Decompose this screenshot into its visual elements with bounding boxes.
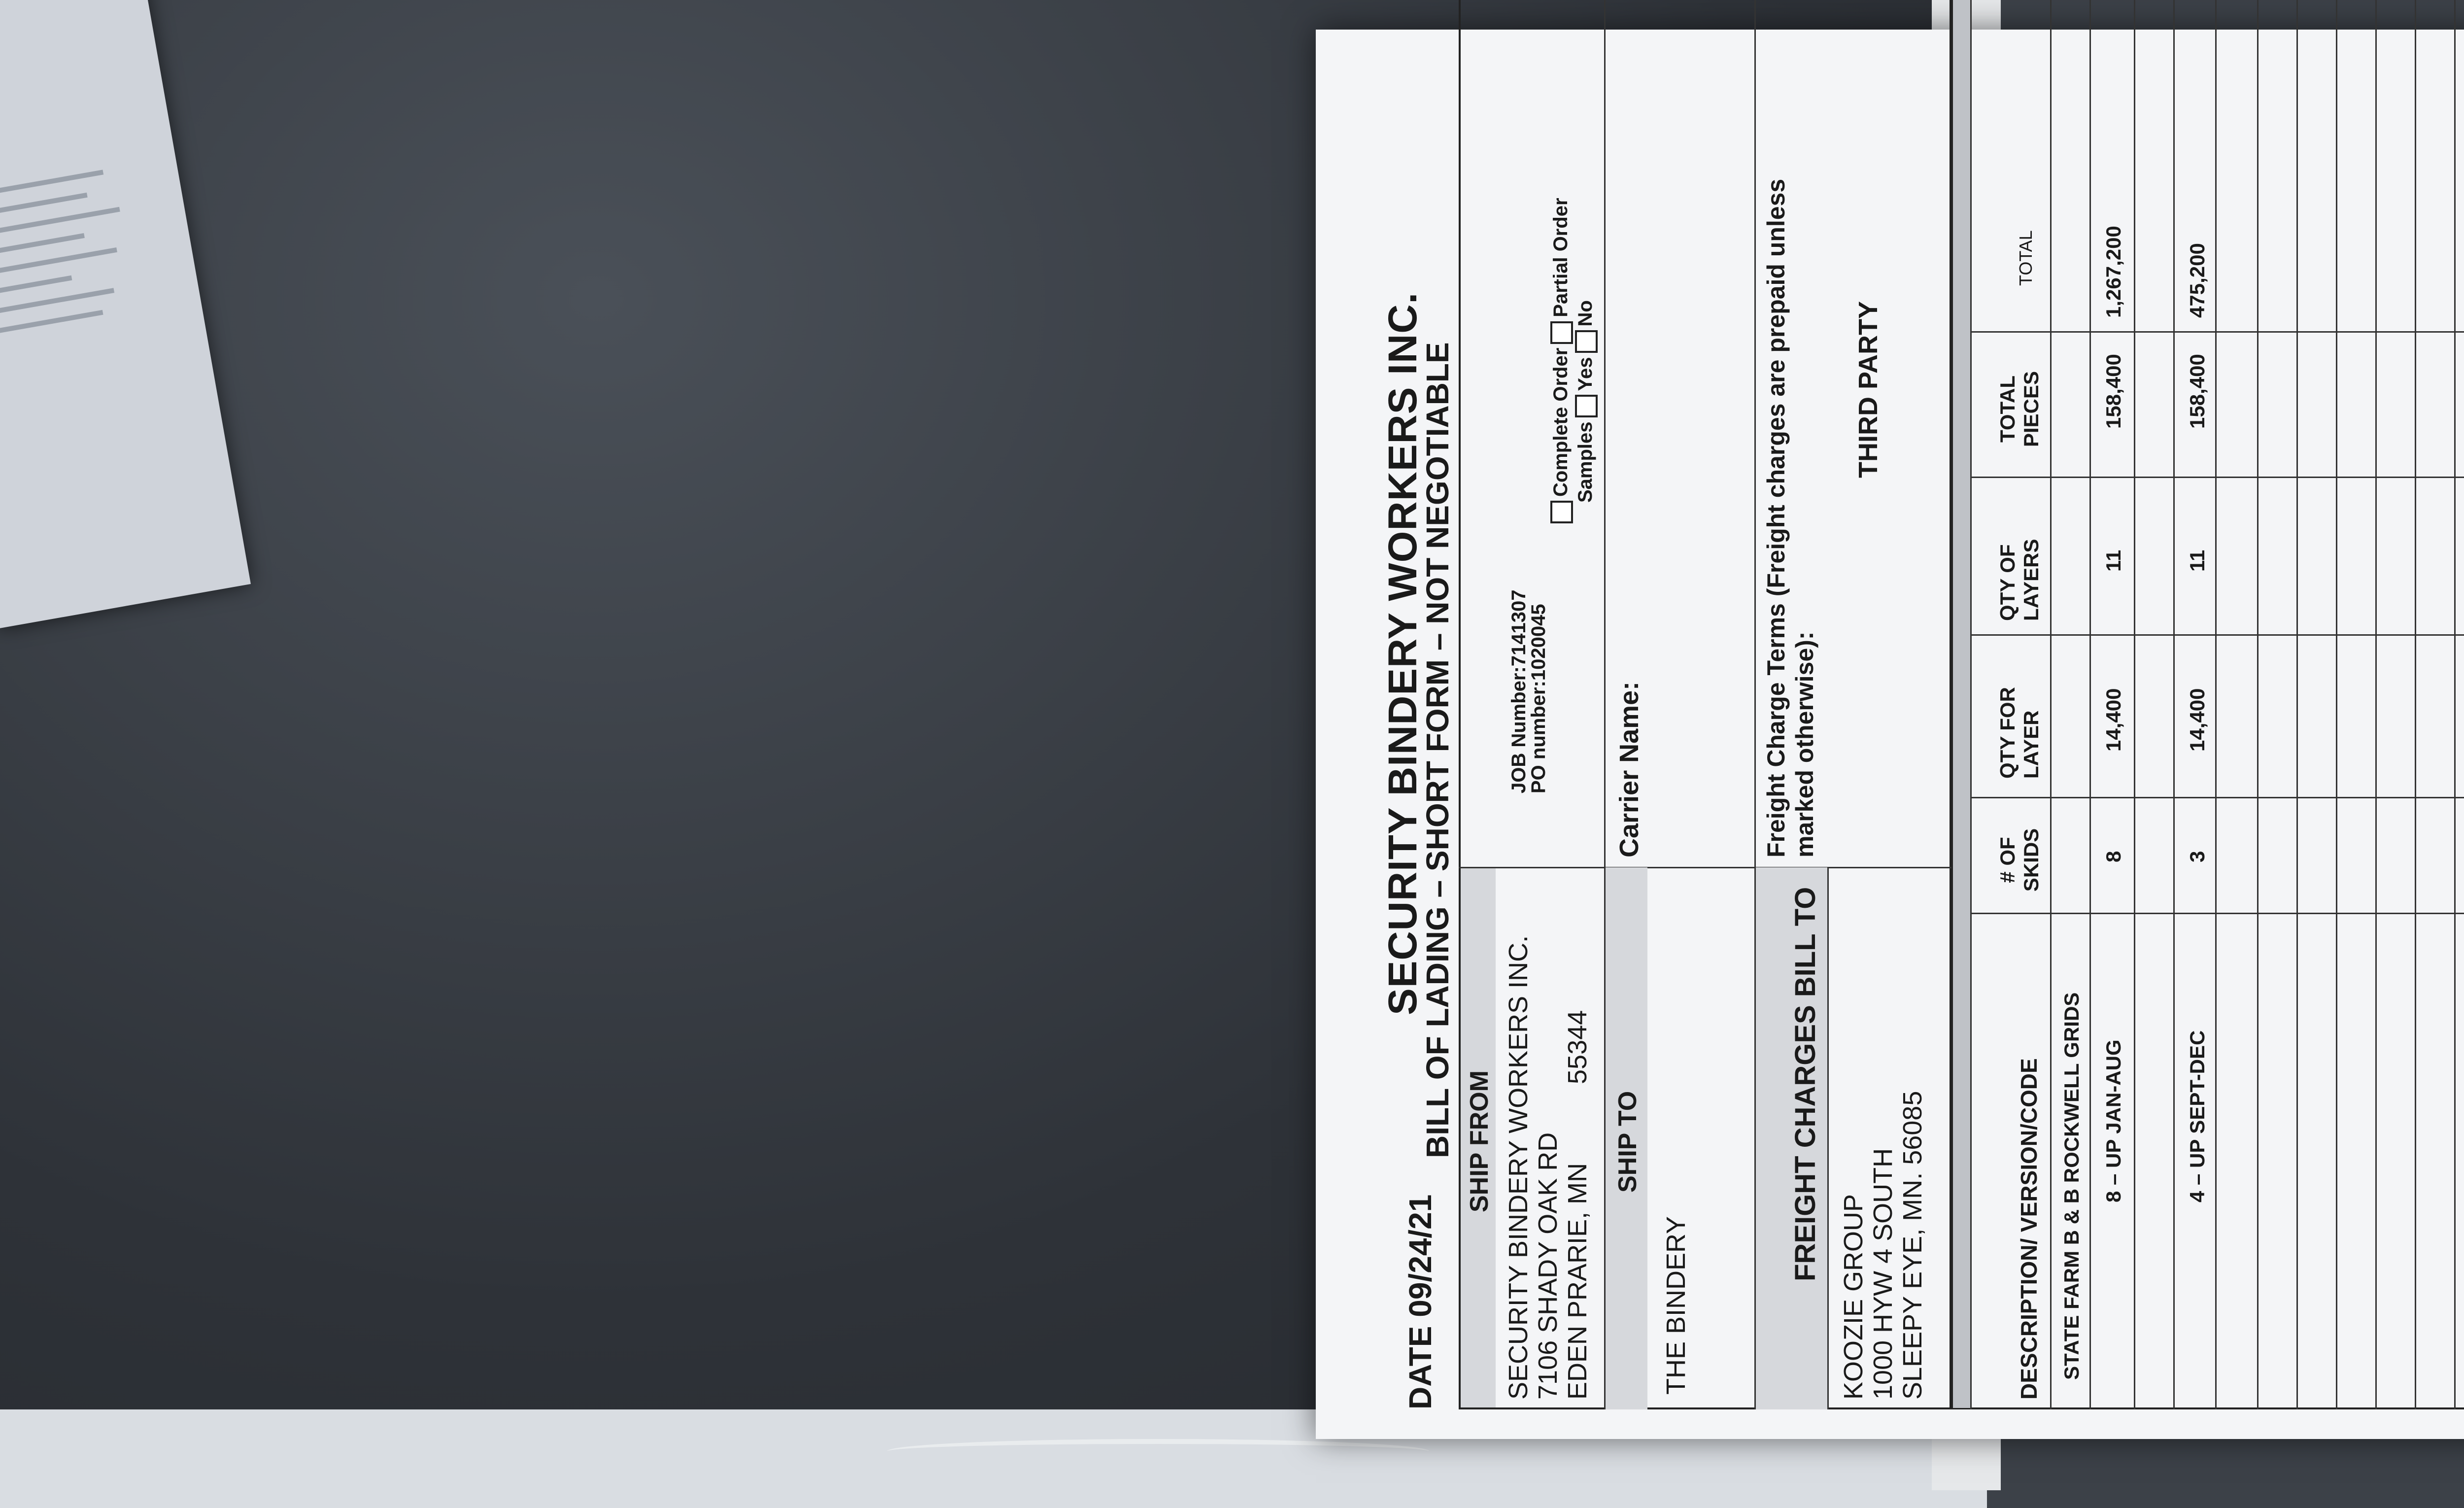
freight-charge-terms: Freight Charge Terms (Freight charges are prepaid unless marked otherwise): bbox=[1762, 178, 1818, 857]
section-label: STATE FARM B & B ROCKWELL GRIDS bbox=[2060, 992, 2083, 1380]
row-description: 4 – UP SEPT-DEC bbox=[2186, 1030, 2209, 1202]
row-total: 1,267,200 bbox=[2102, 226, 2125, 318]
col-header-total: TOTAL bbox=[2016, 230, 2036, 286]
ship-to-label: SHIP TO bbox=[1613, 1091, 1642, 1193]
bill-to-label: FREIGHT CHARGES BILL TO bbox=[1789, 887, 1821, 1281]
document-date: DATE 09/24/21 bbox=[1403, 1194, 1438, 1409]
bill-to-line3: SLEEPY EYE, MN. 56085 bbox=[1898, 1091, 1927, 1400]
row-qty-layer: 14,400 bbox=[2186, 688, 2209, 752]
col-header-pieces: TOTAL PIECES bbox=[1996, 371, 2043, 447]
complete-order-checkbox[interactable] bbox=[1550, 501, 1573, 523]
freight-third-party: THIRD PARTY bbox=[1853, 301, 1883, 478]
row-skids: 3 bbox=[2186, 851, 2209, 862]
samples-option[interactable]: SamplesYesNo bbox=[1574, 300, 1598, 503]
row-qty-layer: 14,400 bbox=[2102, 688, 2125, 752]
job-number: JOB Number:7141307 bbox=[1508, 589, 1530, 793]
row-skids: 8 bbox=[2102, 851, 2125, 862]
company-name: SECURITY BINDERY WORKERS INC. bbox=[1380, 292, 1425, 1015]
carrier-name-label: Carrier Name: bbox=[1614, 681, 1644, 857]
ship-from-zip: 55344 bbox=[1563, 1010, 1592, 1084]
col-header-layers: QTY OF LAYERS bbox=[1996, 539, 2043, 621]
col-header-qty-layer: QTY FOR LAYER bbox=[1996, 687, 2043, 779]
samples-no-checkbox[interactable] bbox=[1575, 331, 1598, 353]
row-total: 475,200 bbox=[2186, 243, 2209, 318]
row-description: 8 – UP JAN-AUG bbox=[2102, 1039, 2125, 1202]
partial-order-checkbox[interactable] bbox=[1550, 321, 1573, 344]
row-pieces: 158,400 bbox=[2186, 354, 2209, 429]
bill-of-lading-page bbox=[1316, 30, 2464, 1439]
bill-to-line2: 1000 HYW 4 SOUTH bbox=[1868, 1148, 1898, 1400]
background-cable bbox=[887, 1439, 1429, 1464]
ship-from-label: SHIP FROM bbox=[1465, 1070, 1494, 1212]
col-header-skids: # OF SKIDS bbox=[1996, 828, 2043, 892]
ship-from-line2: 7106 SHADY OAK RD bbox=[1533, 1132, 1563, 1400]
ship-to-name: THE BINDERY bbox=[1661, 1216, 1691, 1395]
bill-to-line1: KOOZIE GROUP bbox=[1839, 1194, 1868, 1400]
col-header-description: DESCRIPTION/ VERSION/CODE bbox=[2016, 1058, 2042, 1400]
samples-yes-checkbox[interactable] bbox=[1575, 395, 1598, 417]
ship-from-line3: EDEN PRARIE, MN bbox=[1563, 1163, 1592, 1400]
po-number: PO number:1020045 bbox=[1528, 604, 1549, 793]
row-pieces: 158,400 bbox=[2102, 354, 2125, 429]
document-subtitle: BILL OF LADING – SHORT FORM – NOT NEGOTIABLE bbox=[1420, 342, 1455, 1158]
ship-from-line1: SECURITY BINDERY WORKERS INC. bbox=[1504, 935, 1533, 1400]
row-layers: 11 bbox=[2102, 549, 2125, 572]
complete-order-option[interactable]: Complete OrderPartial Order bbox=[1550, 198, 1573, 527]
row-layers: 11 bbox=[2186, 549, 2209, 572]
